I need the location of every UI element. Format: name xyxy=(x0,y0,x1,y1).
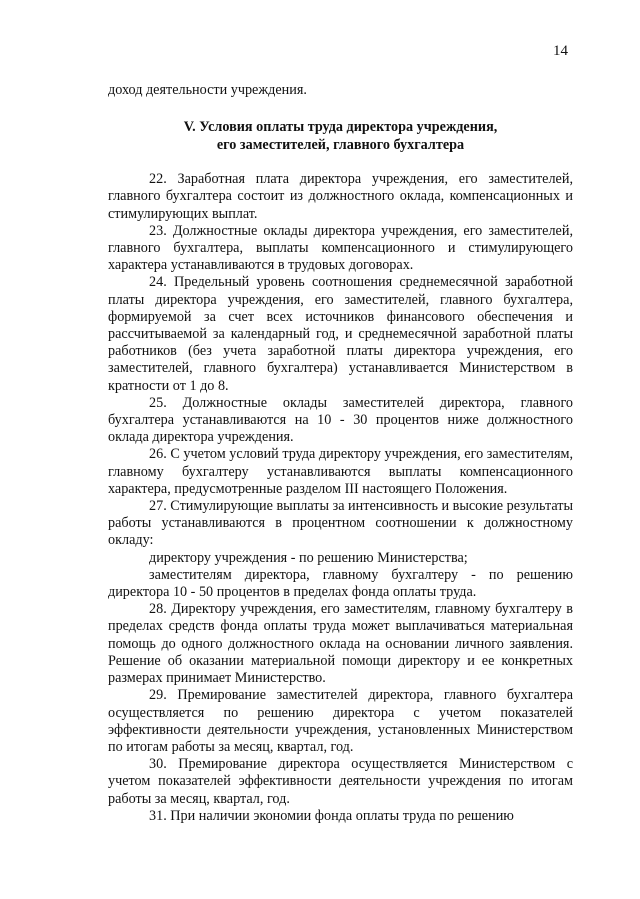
paragraph-30: 30. Премирование директора осуществляется Министерством с учетом показателей эффективности деятельности учреждения по итогам работы за месяц, квартал, год. xyxy=(108,756,573,807)
paragraph-26: 26. С учетом условий труда директору учреждения, его заместителям, главному бухгалтеру устанавливаются выплаты компенсационного характера, предусмотренные разделом III настоящего Положения. xyxy=(108,446,573,497)
section-title-line-1: V. Условия оплаты труда директора учреждения, xyxy=(183,119,498,136)
paragraph-27-deputies: заместителям директора, главному бухгалтеру - по решению директора 10 - 50 процентов в пределах фонда оплаты труда. xyxy=(108,566,573,601)
document-body xyxy=(108,82,573,825)
paragraph-22: 22. Заработная плата директора учреждения, его заместителей, главного бухгалтера состоит из должностного оклада, компенсационных и стимулирующих выплат. xyxy=(108,171,573,222)
paragraph-23: 23. Должностные оклады директора учреждения, его заместителей, главного бухгалтера, выплаты компенсационного и стимулирующего характера устанавливаются в трудовых договорах. xyxy=(108,222,573,274)
paragraph-27: 27. Стимулирующие выплаты за интенсивность и высокие результаты работы устанавливаются в процентном соотношении к должностному окладу: xyxy=(108,498,573,549)
section-title-line-2: его заместителей, главного бухгалтера xyxy=(216,137,465,154)
carry-over-text: доход деятельности учреждения. xyxy=(108,82,307,98)
paragraph-31: 31. При наличии экономии фонда оплаты труда по решению xyxy=(149,807,514,824)
paragraph-24: 24. Предельный уровень соотношения среднемесячной заработной платы директора учреждения, его заместителей, главного бухгалтера, формируемой за счет всех источников финансового обеспечения и рассчитываемой за календарный год, и среднемесячной заработной платы работников (без учета заработной платы директора учреждения, его заместителей, главного бухгалтера) устанавливается Министерством в кратности от 1 до 8. xyxy=(108,274,573,394)
page-number: 14 xyxy=(553,43,568,59)
paragraph-27-director: директору учреждения - по решению Министерства; xyxy=(149,549,468,566)
paragraph-29: 29. Премирование заместителей директора, главного бухгалтера осуществляется по решению директора с учетом показателей эффективности деятельности учреждения, установленных Министерством по итогам работы за месяц, квартал, год. xyxy=(108,687,573,755)
paragraph-25: 25. Должностные оклады заместителей директора, главного бухгалтера устанавливаются на 10 - 30 процентов ниже должностного оклада директора учреждения. xyxy=(108,394,573,446)
paragraph-28: 28. Директору учреждения, его заместителям, главному бухгалтеру в пределах средств фонда оплаты труда может выплачиваться материальная помощь до одного должностного оклада на основании личного заявления. Решение об оказании материальной помощи директору и ее конкретных размерах принимает Министерство. xyxy=(108,601,573,687)
section-title xyxy=(108,118,573,154)
